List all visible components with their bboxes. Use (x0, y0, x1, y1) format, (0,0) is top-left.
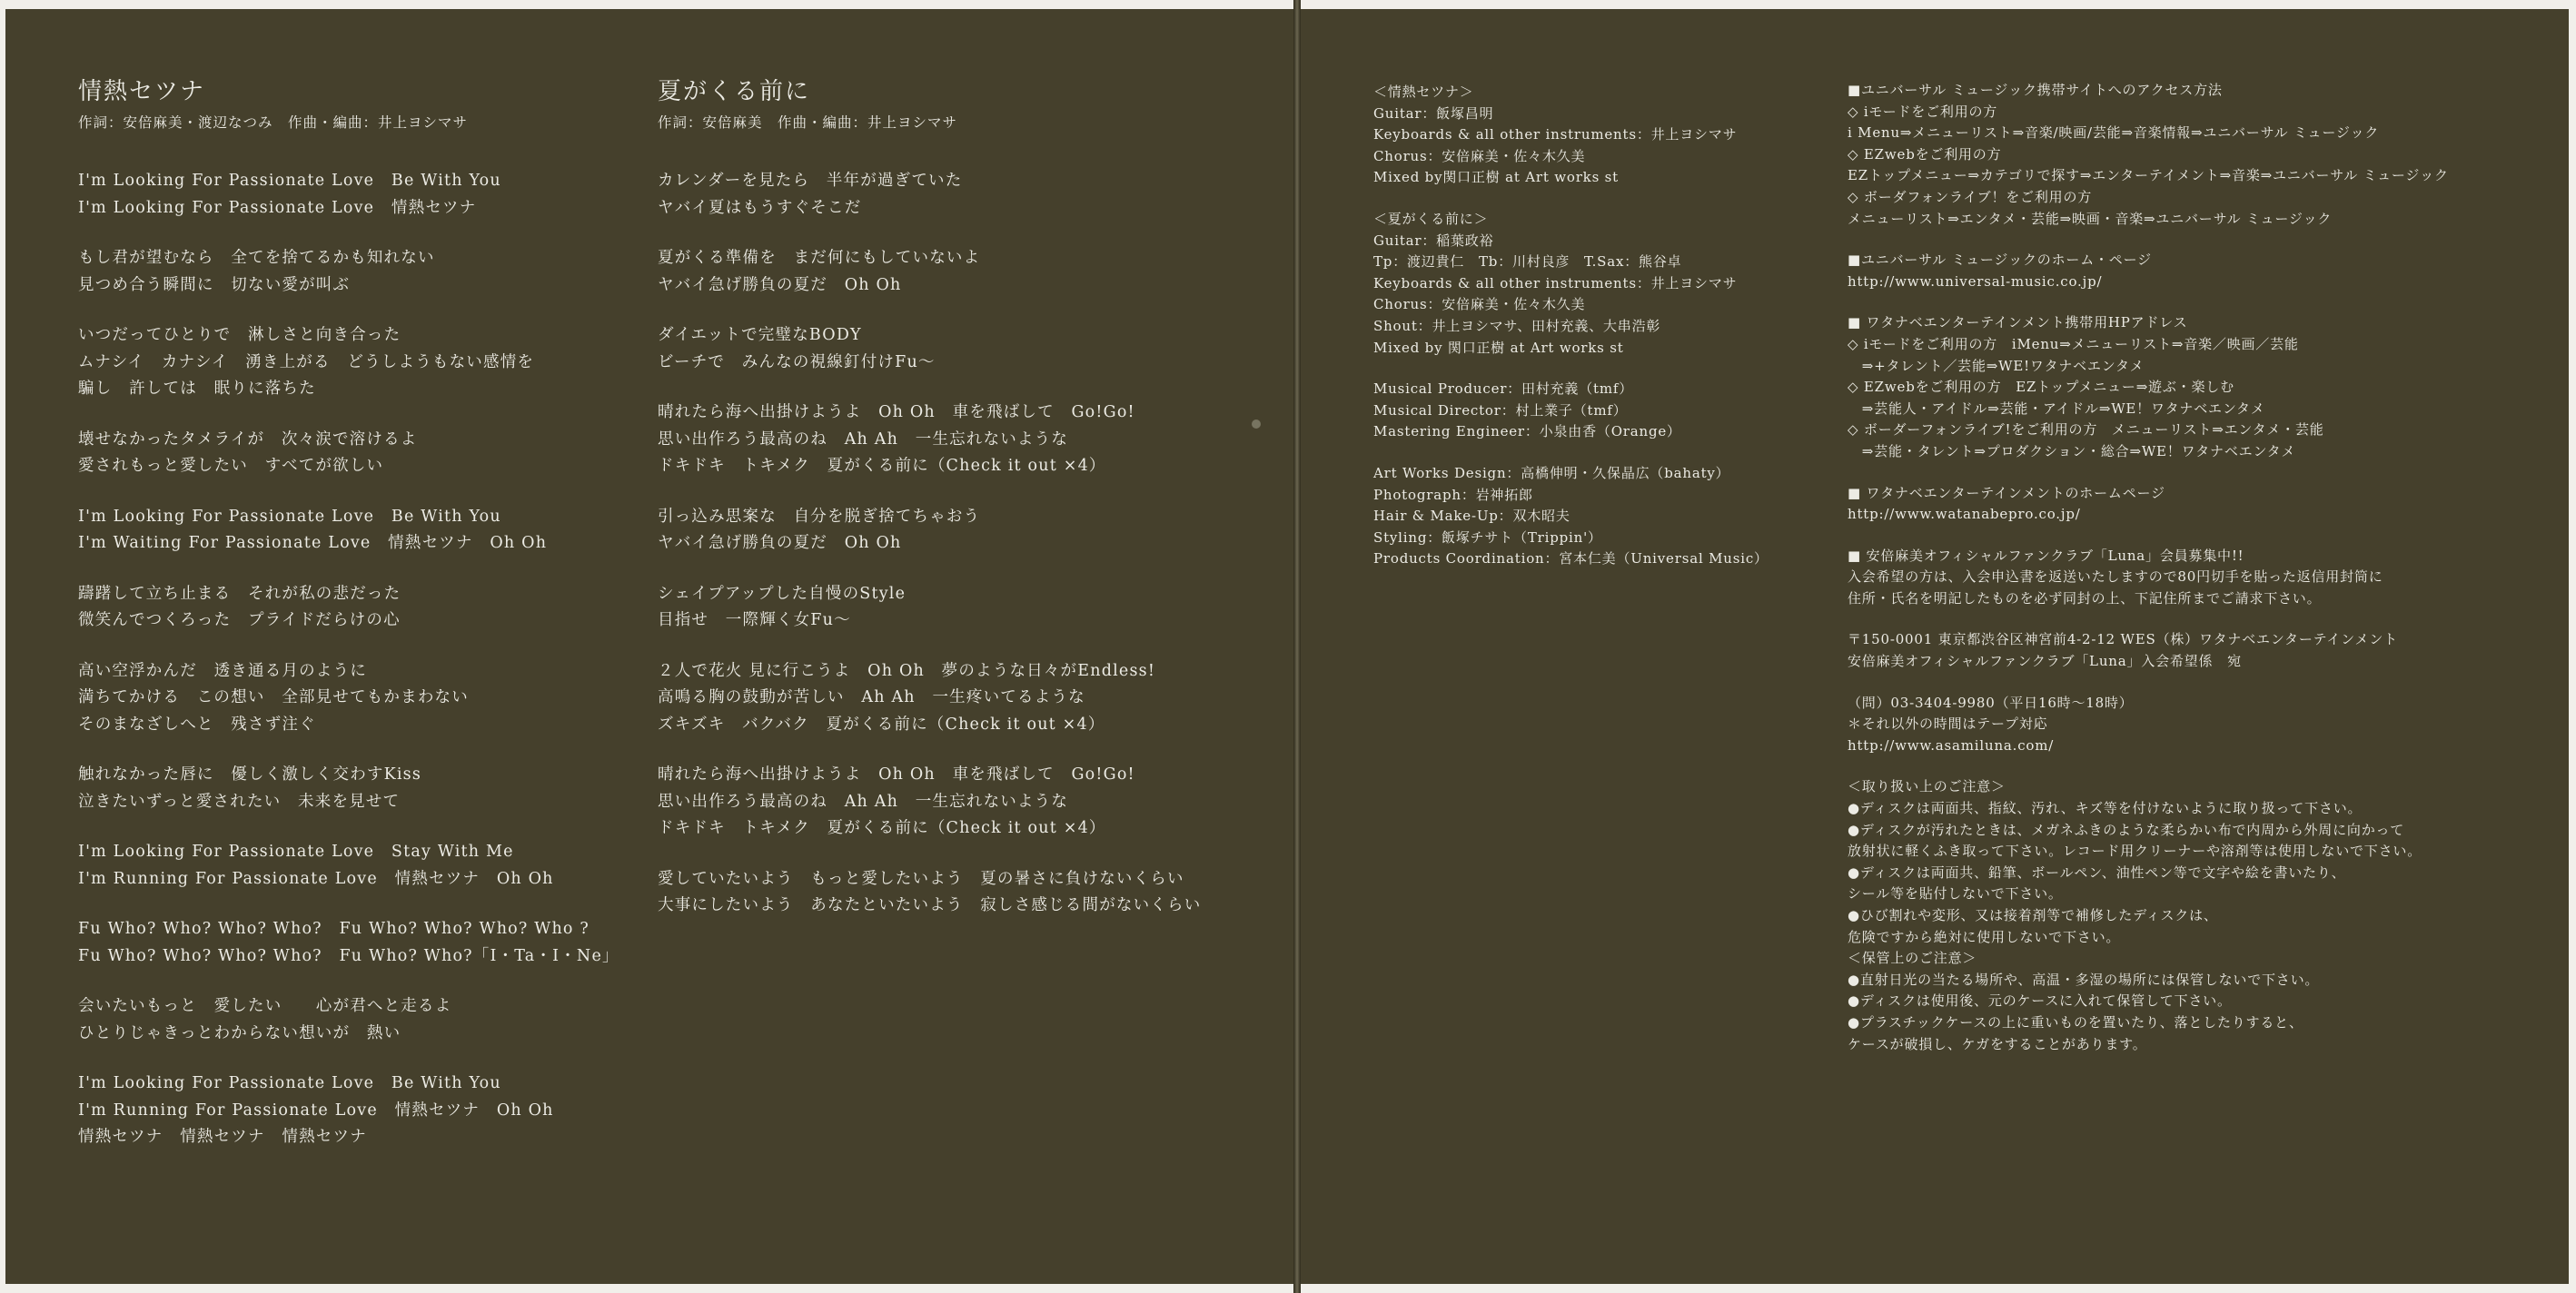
text-line: Styling：飯塚チサト（Trippin'） (1373, 528, 1602, 546)
text-block (1848, 629, 2538, 672)
text-line: カレンダーを見たら 半年が過ぎていた (658, 172, 963, 190)
text-line: 愛していたいよう もっと愛したいよう 夏の暑さに負けないくらい (658, 869, 1184, 888)
text-block (78, 504, 641, 558)
text-block (658, 866, 1284, 920)
text-line: Mastering Engineer：小泉由香（Orange） (1373, 423, 1681, 440)
text-line: ひとりじゃきっとわからない想いが 熱い (78, 1023, 401, 1042)
text-block (658, 322, 1284, 376)
text-line: 思い出作ろう最高のね Ah Ah 一生忘れないような (658, 792, 1069, 811)
text-line: ビーチで みんなの視線釘付けFu～ (658, 352, 936, 371)
text-block (1848, 776, 2538, 1055)
text-line: ●ディスクは両面共、鉛筆、ボールペン、油性ペン等で文字や絵を書いたり、 (1848, 864, 2346, 881)
song1-credit: 作詞：安倍麻美・渡辺なつみ 作曲・編曲：井上ヨシマサ (78, 114, 469, 131)
text-line: ◇ EZwebをご利用の方 (1848, 145, 2002, 163)
text-block (1848, 546, 2538, 610)
text-block (78, 993, 641, 1047)
text-line: Tp：渡辺貴仁 Tb：川村良彦 T.Sax：熊谷卓 (1373, 253, 1682, 271)
text-line: いつだってひとりで 淋しさと向き合った (78, 326, 401, 344)
text-line: ◇ ボーダフォンライブ！をご利用の方 (1848, 188, 2093, 205)
text-line: ●プラスチックケースの上に重いものを置いたり、落としたりすると、 (1848, 1013, 2304, 1031)
song1-title: 情熱セツナ (78, 78, 206, 105)
text-line: ■ ワタナベエンターテインメントのホームページ (1848, 484, 2165, 501)
text-line: http://www.watanabepro.co.jp/ (1848, 506, 2081, 523)
text-line: Mixed by 関口正樹 at Art works st (1373, 339, 1624, 356)
spine-gutter (1293, 0, 1301, 1293)
text-block (78, 658, 641, 739)
text-line: I'm Looking For Passionate Love 情熱セツナ (78, 198, 477, 217)
text-line: http://www.universal-music.co.jp/ (1848, 272, 2103, 290)
text-line: ●直射日光の当たる場所や、高温・多湿の場所には保管しないで下さい。 (1848, 971, 2320, 988)
text-line: メニューリスト⇒エンタメ・芸能⇒映画・音楽⇒ユニバーサル ミュージック (1848, 210, 2333, 227)
song2-credit: 作詞：安倍麻美 作曲・編曲：井上ヨシマサ (658, 114, 958, 131)
text-block (1848, 80, 2538, 230)
text-line: ＜取り扱い上のご注意＞ (1848, 778, 2006, 795)
text-line: ■ ワタナベエンターテインメント携帯用HPアドレス (1848, 314, 2188, 331)
song1-column (78, 73, 641, 1175)
page-mark (1252, 419, 1261, 429)
text-line: EZトップメニュー⇒カテゴリで探す⇒エンターテイメント⇒音楽⇒ユニバーサル ミュージック (1848, 167, 2449, 184)
text-line: 住所・氏名を明記したものを必ず同封の上、下記住所までご請求下さい。 (1848, 589, 2322, 607)
text-block (1848, 312, 2538, 462)
text-line: http://www.asamiluna.com/ (1848, 736, 2055, 754)
text-block (78, 427, 641, 480)
text-line: 見つめ合う瞬間に 切ない愛が叫ぶ (78, 275, 351, 294)
left-page (5, 9, 1293, 1284)
text-line: ⇒芸能人・アイドル⇒芸能・アイドル⇒WE！ワタナベエンタメ (1848, 400, 2265, 417)
text-line: Keyboards & all other instruments：井上ヨシマサ (1373, 274, 1738, 291)
text-line: シール等を貼付しないで下さい。 (1848, 885, 2063, 903)
text-line: もし君が望むなら 全てを捨てるかも知れない (78, 249, 435, 267)
text-line: ●ディスクは両面共、指紋、汚れ、キズ等を付けないように取り扱って下さい。 (1848, 800, 2363, 817)
text-line: Products Coordination：宮本仁美（Universal Music） (1373, 550, 1769, 568)
text-line: Chorus：安倍麻美・佐々木久美 (1373, 296, 1586, 313)
info-column (1848, 80, 2538, 1075)
text-line: 微笑んでつくろった プライドだらけの心 (78, 611, 401, 629)
text-line: ドキドキ トキメク 夏がくる前に（Check it out ×4） (658, 819, 1106, 837)
text-line: Fu Who? Who? Who? Who? Fu Who? Who? Who? Who ? (78, 920, 590, 938)
text-line: 大事にしたいよう あなたといたいよう 寂しさ感じる間がないくらい (658, 896, 1202, 914)
text-block (78, 916, 641, 970)
info-list (1848, 80, 2538, 1055)
song2-title: 夏がくる前に (658, 78, 811, 105)
text-line: I'm Waiting For Passionate Love 情熱セツナ Oh Oh (78, 534, 548, 552)
text-line: そのまなざしへと 残さず注ぐ (78, 715, 316, 734)
text-block (78, 1071, 641, 1151)
text-block (78, 168, 641, 222)
text-line: 触れなかった唇に 優しく激しく交わすKiss (78, 765, 422, 784)
right-page (1301, 9, 2569, 1284)
text-line: 危険ですから絶対に使用しないで下さい。 (1848, 928, 2121, 945)
text-block (78, 245, 641, 299)
text-line: Guitar：稲葉政裕 (1373, 232, 1494, 249)
text-line: ズキズキ バクバク 夏がくる前に（Check it out ×4） (658, 715, 1105, 734)
text-block (1373, 209, 1846, 359)
text-line: Musical Producer：田村充義（tmf） (1373, 380, 1634, 398)
text-line: 壊せなかったタメライが 次々涙で溶けるよ (78, 429, 418, 449)
text-line: 会いたいもっと 愛したい 心が君へと走るよ (78, 997, 452, 1015)
text-line: ●ディスクが汚れたときは、メガネふきのような柔らかい布で内周から外周に向かって (1848, 821, 2405, 838)
text-line: ムナシイ カナシイ 湧き上がる どうしようもない感情を (78, 352, 535, 371)
text-line: I'm Running For Passionate Love 情熱セツナ Oh Oh (78, 1101, 554, 1120)
text-line: ヤバイ急げ勝負の夏だ Oh Oh (658, 275, 902, 294)
text-line: ⇒芸能・タレント⇒プロダクション・総合⇒WE！ワタナベエンタメ (1848, 442, 2296, 459)
text-line: i Menu⇒メニューリスト⇒音楽/映画/芸能⇒音楽情報⇒ユニバーサル ミュージック (1848, 124, 2380, 142)
text-block (78, 762, 641, 815)
text-line: 放射状に軽くふき取って下さい。レコード用クリーナーや溶剤等は使用しないで下さい。 (1848, 843, 2422, 860)
song2-lyrics (658, 168, 1284, 920)
text-line: ⇒+タレント／芸能⇒WE!ワタナベエンタメ (1848, 357, 2145, 374)
text-line: ケースが破損し、ケガをすることがあります。 (1848, 1035, 2147, 1052)
text-line: 安倍麻美オフィシャルファンクラブ「Luna」入会希望係 宛 (1848, 653, 2242, 670)
text-block (658, 400, 1284, 480)
credits-list (1373, 82, 1846, 570)
text-line: ■ 安倍麻美オフィシャルファンクラブ「Luna」会員募集中!! (1848, 547, 2244, 564)
text-line: （問）03-3404-9980（平日16時～18時） (1848, 694, 2134, 711)
text-line: Art Works Design：高橋伸明・久保晶広（bahaty） (1373, 464, 1730, 481)
text-line: ＊それ以外の時間はテープ対応 (1848, 716, 2048, 733)
text-line: 情熱セツナ 情熱セツナ 情熱セツナ (78, 1128, 367, 1146)
text-block (1848, 483, 2538, 526)
text-line: Fu Who? Who? Who? Who? Fu Who? Who?「I・Ta・I・Ne」 (78, 946, 619, 965)
text-line: Keyboards & all other instruments：井上ヨシマサ (1373, 126, 1738, 143)
text-line: ◇ iモードをご利用の方 iMenu⇒メニューリスト⇒音楽／映画／芸能 (1848, 335, 2299, 352)
text-block (78, 839, 641, 893)
text-line: ＜夏がくる前に＞ (1373, 210, 1489, 227)
song2-column (658, 73, 1284, 943)
text-line: 高い空浮かんだ 透き通る月のように (78, 661, 367, 680)
text-line: ◇ iモードをご利用の方 (1848, 103, 1998, 120)
text-line: Guitar：飯塚昌明 (1373, 104, 1494, 122)
text-line: 満ちてかける この想い 全部見せてもかまわない (78, 688, 469, 706)
text-line: 愛されもっと愛したい すべてが欲しい (78, 457, 384, 475)
text-block (1848, 250, 2538, 292)
text-block (658, 658, 1284, 739)
text-block (658, 581, 1284, 635)
text-line: ●ディスクは使用後、元のケースに入れて保管して下さい。 (1848, 992, 2232, 1010)
text-line: 晴れたら海へ出掛けようよ Oh Oh 車を飛ばして Go!Go! (658, 765, 1135, 784)
text-block (1848, 693, 2538, 757)
text-line: Shout：井上ヨシマサ、田村充義、大串浩彰 (1373, 317, 1661, 334)
text-line: ＜情熱セツナ＞ (1373, 84, 1474, 100)
text-line: 高鳴る胸の鼓動が苦しい Ah Ah 一生疼いてるような (658, 688, 1085, 706)
text-line: ■ユニバーサル ミュージック携帯サイトへのアクセス方法 (1848, 82, 2223, 98)
text-line: I'm Looking For Passionate Love Be With You (78, 507, 501, 526)
song1-lyrics (78, 168, 641, 1151)
text-block (78, 581, 641, 635)
text-line: I'm Looking For Passionate Love Be With You (78, 172, 501, 190)
text-block (658, 504, 1284, 558)
text-line: I'm Running For Passionate Love 情熱セツナ Oh Oh (78, 869, 554, 888)
text-line: ◇ EZwebをご利用の方 EZトップメニュー⇒遊ぶ・楽しむ (1848, 379, 2234, 396)
text-line: 晴れたら海へ出掛けようよ Oh Oh 車を飛ばして Go!Go! (658, 403, 1135, 421)
text-line: ドキドキ トキメク 夏がくる前に（Check it out ×4） (658, 457, 1106, 475)
text-line: ヤバイ急げ勝負の夏だ Oh Oh (658, 534, 902, 552)
text-line: ■ユニバーサル ミュージックのホーム・ページ (1848, 252, 2152, 269)
text-line: ＜保管上のご注意＞ (1848, 950, 1977, 967)
text-line: Musical Director：村上業子（tmf） (1373, 401, 1628, 419)
text-line: シェイプアップした自慢のStyle (658, 584, 907, 603)
text-line: 〒150-0001 東京都渋谷区神宮前4-2-12 WES（株）ワタナベエンターテインメント (1848, 631, 2398, 648)
text-line: I'm Looking For Passionate Love Be With You (78, 1074, 501, 1092)
text-line: 目指せ 一際輝く女Fu～ (658, 611, 851, 629)
text-block (1373, 82, 1846, 189)
text-line: Chorus：安倍麻美・佐々木久美 (1373, 147, 1586, 164)
credits-column (1373, 82, 1846, 590)
text-line: ◇ ボーダーフォンライブ!をご利用の方 メニューリスト⇒エンタメ・芸能 (1848, 421, 2324, 439)
text-line: 思い出作ろう最高のね Ah Ah 一生忘れないような (658, 429, 1069, 449)
text-block (658, 762, 1284, 843)
text-line: Mixed by関口正樹 at Art works st (1373, 169, 1619, 186)
text-line: 騙し 許しては 眠りに落ちた (78, 380, 316, 398)
text-line: 夏がくる準備を まだ何にもしていないよ (658, 249, 981, 267)
text-line: Hair & Make-Up：双木昭夫 (1373, 508, 1570, 525)
text-line: ２人で花火 見に行こうよ Oh Oh 夢のような日々がEndless! (658, 661, 1156, 680)
text-line: ヤバイ夏はもうすぐそこだ (658, 198, 862, 217)
text-block (658, 168, 1284, 222)
text-line: 泣きたいずっと愛されたい 未来を見せて (78, 792, 401, 811)
text-block (658, 245, 1284, 299)
text-line: I'm Looking For Passionate Love Stay With Me (78, 843, 514, 861)
text-line: 入会希望の方は、入会申込書を返送いたしますので80円切手を貼った返信用封筒に (1848, 568, 2383, 586)
text-block (1373, 379, 1846, 443)
text-line: 躊躇して立ち止まる それが私の悲だった (78, 584, 401, 603)
text-line: Photograph：岩神拓郎 (1373, 486, 1533, 503)
text-line: ダイエットで完璧なBODY (658, 326, 862, 344)
text-block (78, 322, 641, 403)
text-block (1373, 463, 1846, 570)
text-line: ●ひび割れや変形、又は接着剤等で補修したディスクは、 (1848, 907, 2218, 923)
text-line: 引っ込み思案な 自分を脱ぎ捨てちゃおう (658, 507, 981, 526)
